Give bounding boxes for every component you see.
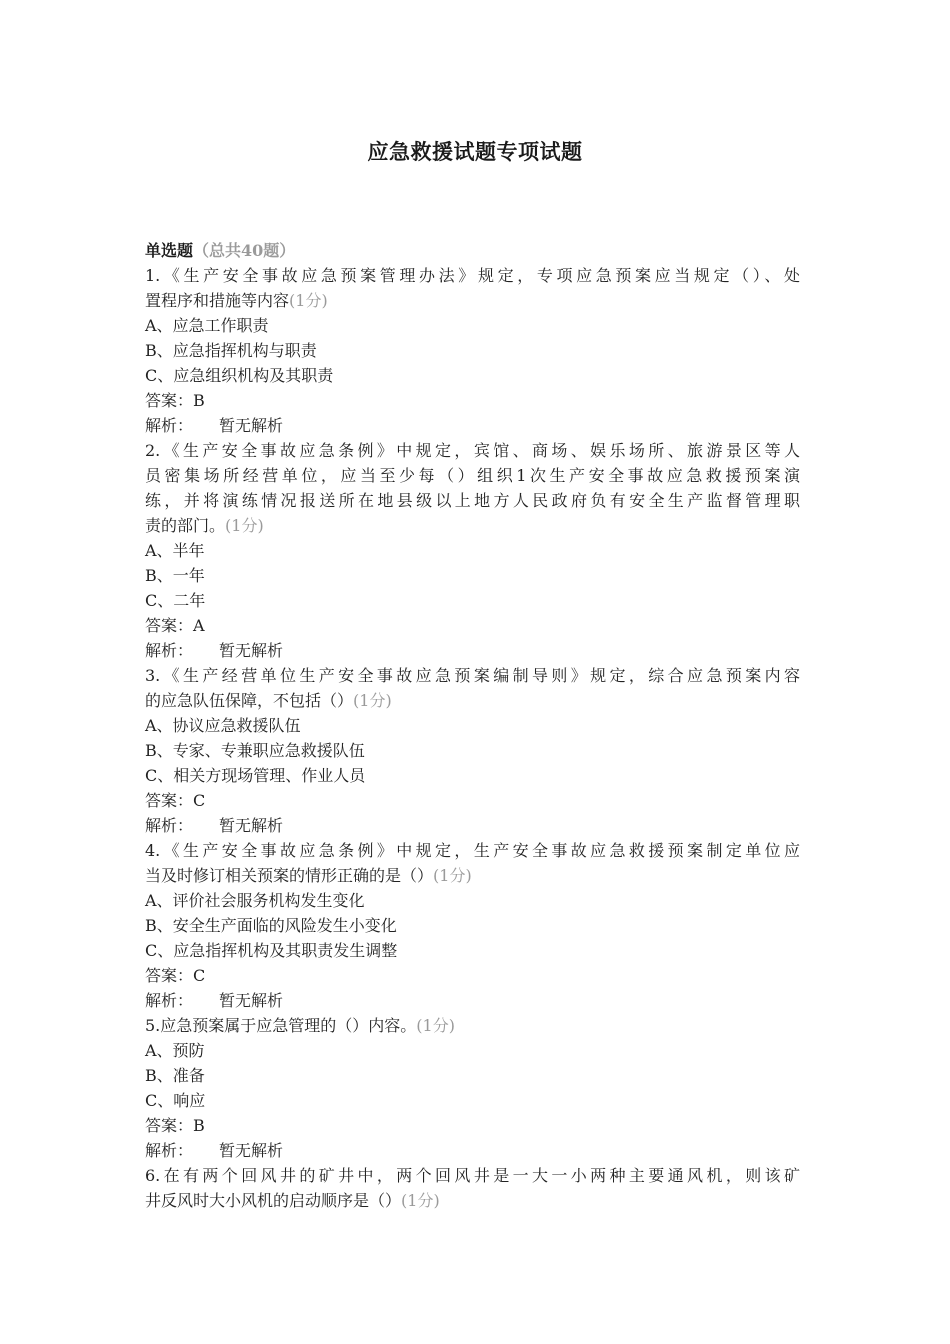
question-list xyxy=(145,238,800,1213)
section-header xyxy=(145,238,800,263)
analysis-value: 暂无解析 xyxy=(219,416,284,435)
question-stem-line: 员密集场所经营单位，应当至少每（）组织1次生产安全事故应急救援预案演 xyxy=(145,466,800,485)
option-b: B、准备 xyxy=(145,1066,205,1085)
question-stem-line: 5.应急预案属于应急管理的（）内容。(1分) xyxy=(145,1016,455,1035)
question-score: (1分) xyxy=(433,866,472,885)
answer-label: 答案： xyxy=(145,966,194,985)
question-score: (1分) xyxy=(353,691,392,710)
option-b: B、专家、专兼职应急救援队伍 xyxy=(145,741,365,760)
option-b: B、安全生产面临的风险发生小变化 xyxy=(145,916,397,935)
option-c: C、相关方现场管理、作业人员 xyxy=(145,766,366,785)
answer-line xyxy=(145,1113,800,1138)
option-c: C、二年 xyxy=(145,591,206,610)
section-heading: 单选题 xyxy=(145,241,194,260)
option-a: A、半年 xyxy=(145,541,205,560)
question-stem-line: 3.《生产经营单位生产安全事故应急预案编制导则》规定，综合应急预案内容 xyxy=(145,666,800,685)
answer-label: 答案： xyxy=(145,391,194,410)
answer-value: C xyxy=(193,966,206,985)
analysis-line xyxy=(145,638,800,663)
option-a: A、协议应急救援队伍 xyxy=(145,716,301,735)
analysis-value: 暂无解析 xyxy=(219,641,284,660)
analysis-line xyxy=(145,413,800,438)
question-stem-line: 6.在有两个回风井的矿井中，两个回风井是一大一小两种主要通风机，则该矿 xyxy=(145,1166,800,1185)
answer-value: C xyxy=(193,791,206,810)
option-a: A、应急工作职责 xyxy=(145,316,269,335)
question-stem-line: 练，并将演练情况报送所在地县级以上地方人民政府负有安全生产监督管理职 xyxy=(145,491,800,510)
analysis-value: 暂无解析 xyxy=(219,816,284,835)
question-stem-line: 4.《生产安全事故应急条例》中规定，生产安全事故应急救援预案制定单位应 xyxy=(145,841,800,860)
answer-label: 答案： xyxy=(145,616,194,635)
question-item xyxy=(145,438,800,663)
option-a: A、预防 xyxy=(145,1041,205,1060)
answer-line xyxy=(145,388,800,413)
analysis-label: 解析： xyxy=(145,1141,194,1160)
answer-label: 答案： xyxy=(145,791,194,810)
document-title: 应急救援试题专项试题 xyxy=(367,139,583,164)
question-stem-line: 井反风时大小风机的启动顺序是（）(1分) xyxy=(145,1191,440,1210)
question-score: (1分) xyxy=(416,1016,455,1035)
question-score: (1分) xyxy=(401,1191,440,1210)
analysis-value: 暂无解析 xyxy=(219,991,284,1010)
question-score: (1分) xyxy=(225,516,264,535)
question-score: (1分) xyxy=(289,291,328,310)
section-count: （总共40题） xyxy=(193,241,296,260)
question-stem-line: 1.《生产安全事故应急预案管理办法》规定，专项应急预案应当规定（）、处 xyxy=(145,266,800,285)
question-stem-line: 置程序和措施等内容(1分) xyxy=(145,291,328,310)
question-item xyxy=(145,1163,800,1213)
option-b: B、应急指挥机构与职责 xyxy=(145,341,317,360)
analysis-line xyxy=(145,988,800,1013)
analysis-line xyxy=(145,813,800,838)
option-c: C、应急指挥机构及其职责发生调整 xyxy=(145,941,398,960)
analysis-label: 解析： xyxy=(145,641,194,660)
answer-line xyxy=(145,963,800,988)
option-b: B、一年 xyxy=(145,566,205,585)
answer-line xyxy=(145,613,800,638)
option-c: C、应急组织机构及其职责 xyxy=(145,366,334,385)
answer-line xyxy=(145,788,800,813)
question-item xyxy=(145,1013,800,1163)
answer-label: 答案： xyxy=(145,1116,194,1135)
answer-value: A xyxy=(193,616,205,635)
analysis-label: 解析： xyxy=(145,416,194,435)
option-c: C、响应 xyxy=(145,1091,206,1110)
question-stem-line: 的应急队伍保障，不包括（）(1分) xyxy=(145,691,392,710)
analysis-value: 暂无解析 xyxy=(219,1141,284,1160)
answer-value: B xyxy=(193,1116,205,1135)
question-item xyxy=(145,838,800,1013)
question-item xyxy=(145,663,800,838)
analysis-line xyxy=(145,1138,800,1163)
answer-value: B xyxy=(193,391,205,410)
question-stem-line: 当及时修订相关预案的情形正确的是（）(1分) xyxy=(145,866,472,885)
question-item xyxy=(145,263,800,438)
question-stem-line: 2.《生产安全事故应急条例》中规定，宾馆、商场、娱乐场所、旅游景区等人 xyxy=(145,441,800,460)
option-a: A、评价社会服务机构发生变化 xyxy=(145,891,365,910)
analysis-label: 解析： xyxy=(145,816,194,835)
analysis-label: 解析： xyxy=(145,991,194,1010)
question-stem-line: 责的部门。(1分) xyxy=(145,516,264,535)
